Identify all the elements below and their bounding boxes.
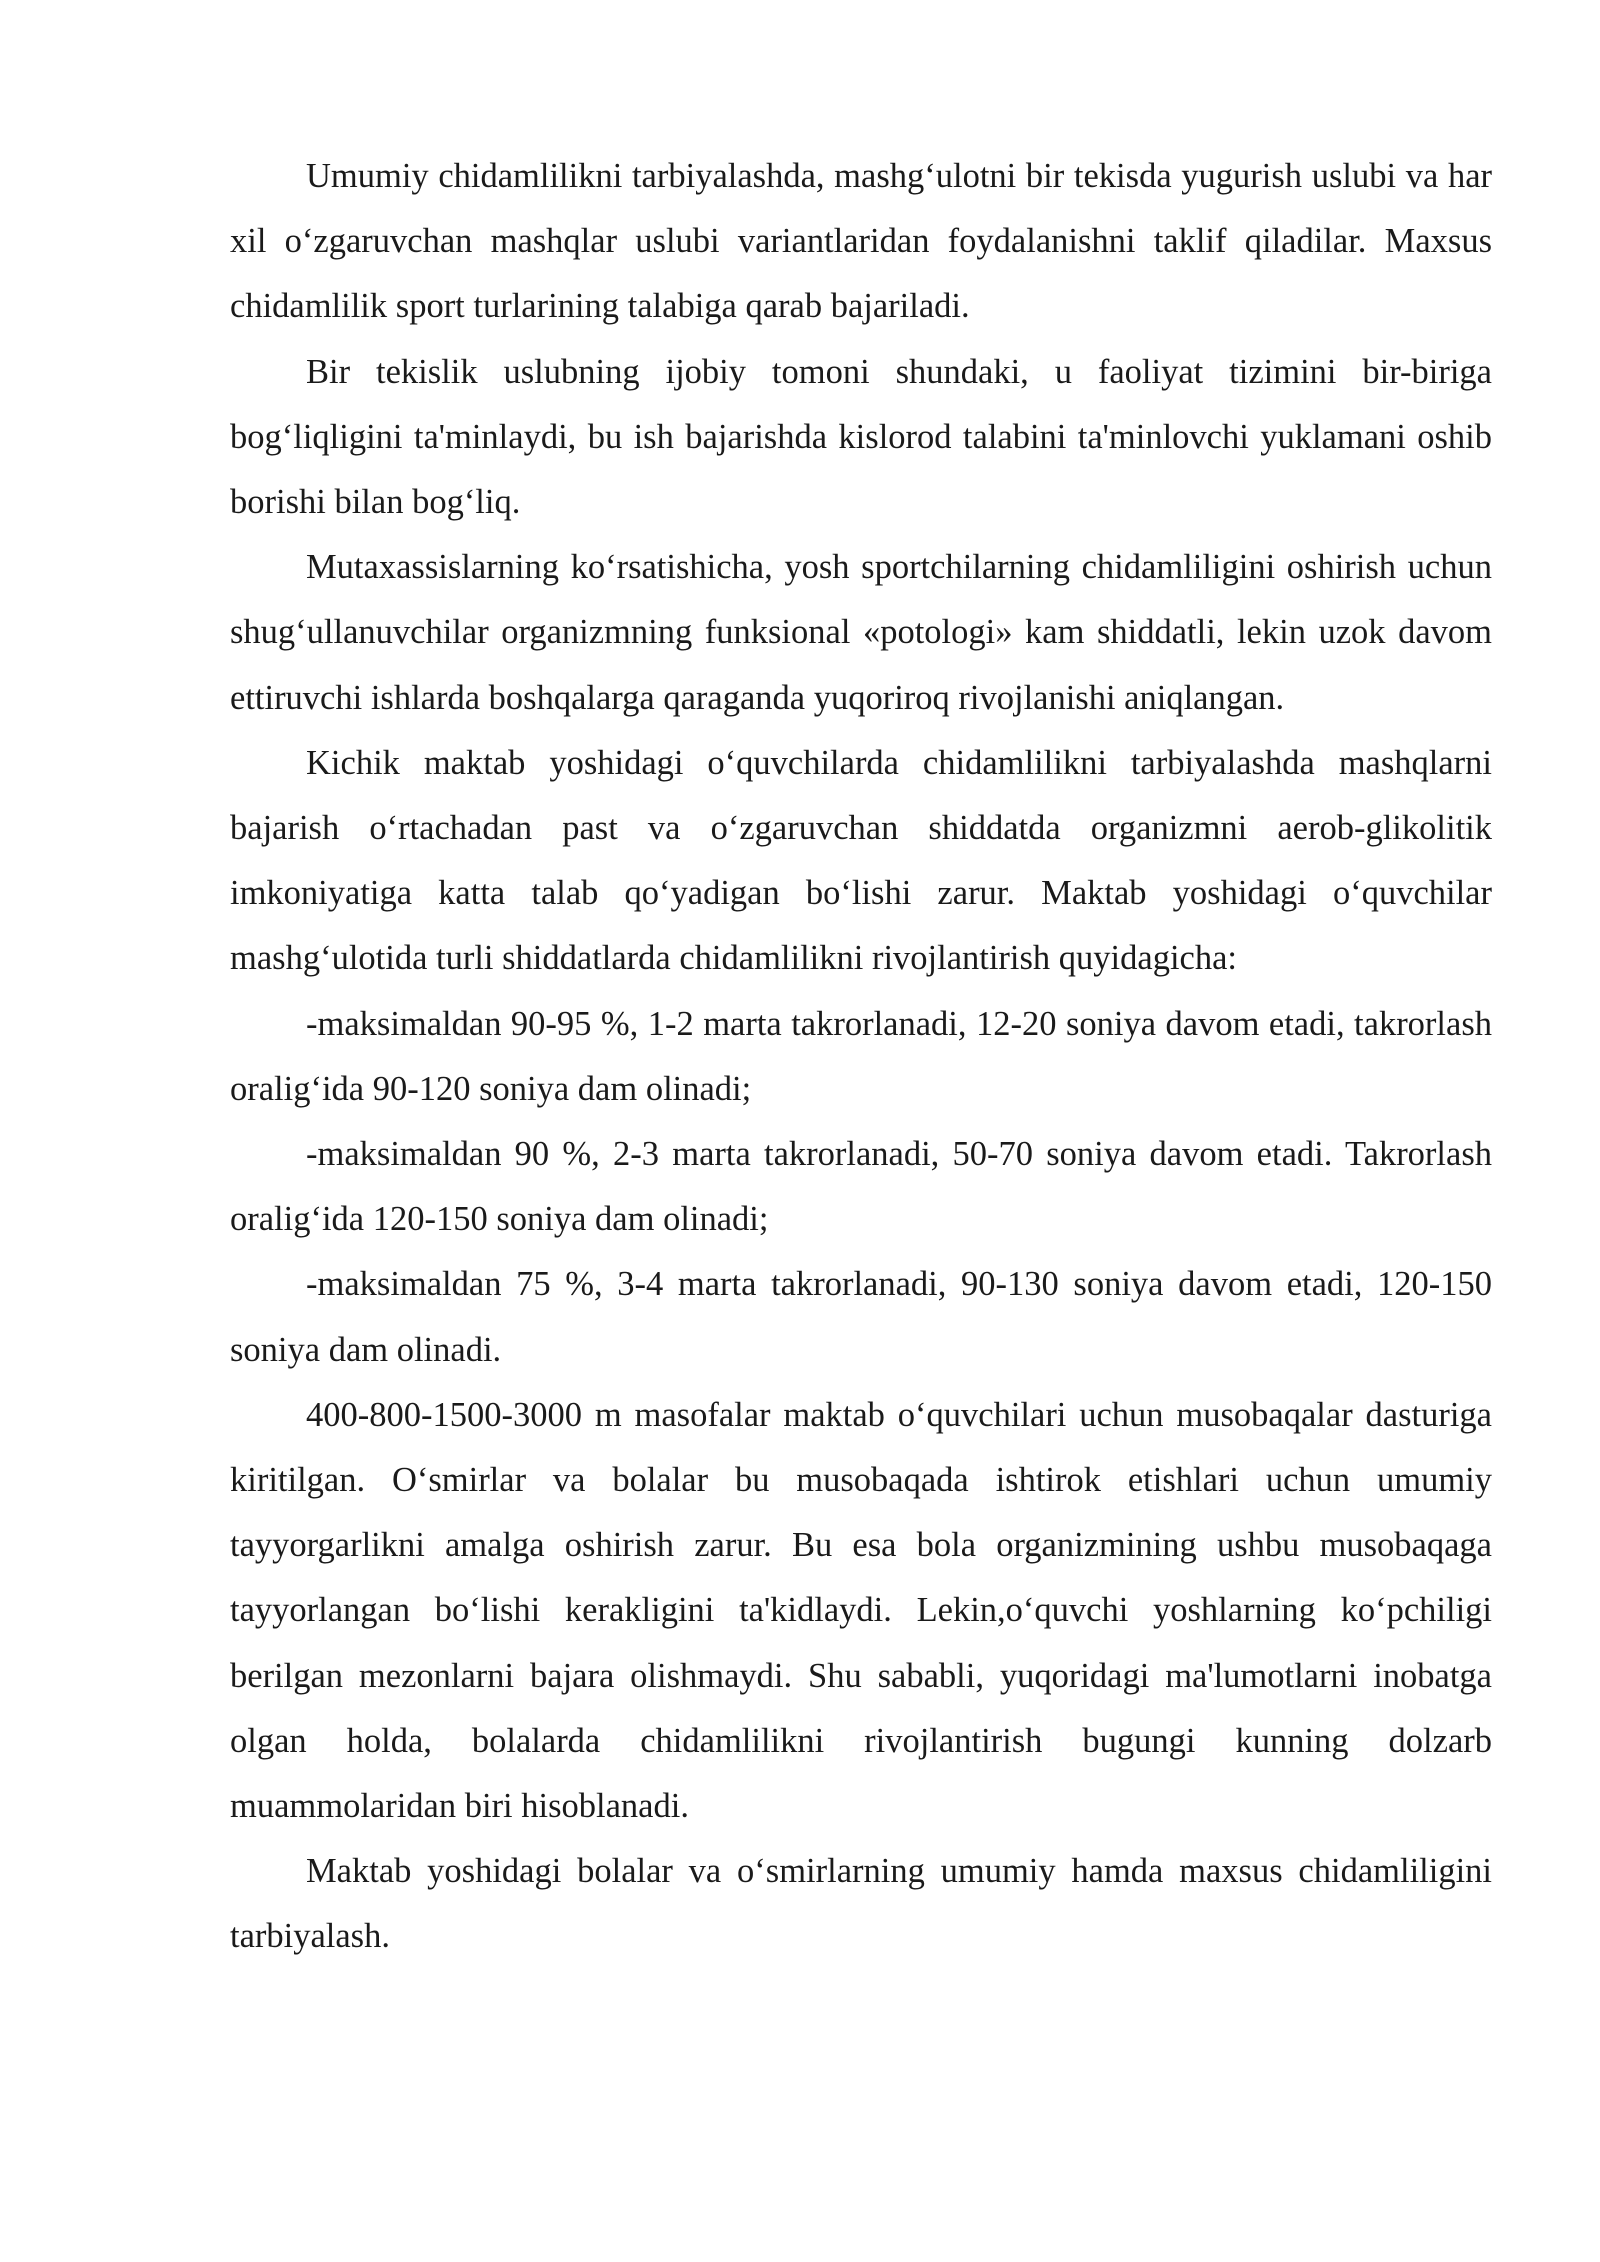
paragraph-intensity-item-2: -maksimaldan 90 %, 2-3 marta takrorlanadi, 50-70 soniya davom etadi. Takrorlash oralig‘ida 120-150 soniya dam olinadi; xyxy=(230,1135,1492,1239)
paragraph-competition-distances: 400-800-1500-3000 m masofalar maktab o‘quvchilari uchun musobaqalar dasturiga kiritilgan. O‘smirlar va bolalar bu musobaqada ishtirok etishlari uchun umumiy tayyorgarlikni amalga oshirish zarur. Bu esa bola organizmining ushbu musobaqaga tayyorlangan bo‘lishi kerakligini ta'kidlaydi. Lekin,o‘quvchi yoshlarning ko‘pchiligi berilgan mezonlarni bajara olishmaydi. Shu sababli, yuqoridagi ma'lumotlarni inobatga olgan holda, bolalarda chidamlilikni rivojlantirish bugungi kunning dolzarb muammolaridan biri hisoblanadi. xyxy=(230,1395,1492,1826)
paragraph-uniform-method: Bir tekislik uslubning ijobiy tomoni shundaki, u faoliyat tizimini bir-biriga bog‘liqligini ta'minlaydi, bu ish bajarishda kislorod talabini ta'minlovchi yuklamani oshib borishi bilan bog‘liq. xyxy=(230,352,1492,522)
document-body xyxy=(230,144,1492,1970)
paragraph-intensity-item-1: -maksimaldan 90-95 %, 1-2 marta takrorlanadi, 12-20 soniya davom etadi, takrorlash oralig‘ida 90-120 soniya dam olinadi; xyxy=(230,1004,1492,1108)
paragraph-conclusion: Maktab yoshidagi bolalar va o‘smirlarning umumiy hamda maxsus chidamliligini tarbiyalash. xyxy=(230,1852,1492,1956)
paragraph-primary-school-pupils: Kichik maktab yoshidagi o‘quvchilarda chidamlilikni tarbiyalashda mashqlarni bajarish o‘rtachadan past va o‘zgaruvchan shiddatda organizmni aerob-glikolitik imkoniyatiga katta talab qo‘yadigan bo‘lishi zarur. Maktab yoshidagi o‘quvchilar mashg‘ulotida turli shiddatlarda chidamlilikni rivojlantirish quyidagicha: xyxy=(230,743,1492,978)
paragraph-specialists-findings: Mutaxassislarning ko‘rsatishicha, yosh sportchilarning chidamliligini oshirish uchun shug‘ullanuvchilar organizmning funksional «potologi» kam shiddatli, lekin uzok davom ettiruvchi ishlarda boshqalarga qaraganda yuqoriroq rivojlanishi aniqlangan. xyxy=(230,548,1492,717)
paragraph-intensity-item-3: -maksimaldan 75 %, 3-4 marta takrorlanadi, 90-130 soniya davom etadi, 120-150 soniya dam olinadi. xyxy=(230,1265,1492,1369)
paragraph-general-endurance-methods: Umumiy chidamlilikni tarbiyalashda, mashg‘ulotni bir tekisda yugurish uslubi va har xil o‘zgaruvchan mashqlar uslubi variantlaridan foydalanishni taklif qiladilar. Maxsus chidamlilik sport turlarining talabiga qarab bajariladi. xyxy=(230,157,1492,326)
